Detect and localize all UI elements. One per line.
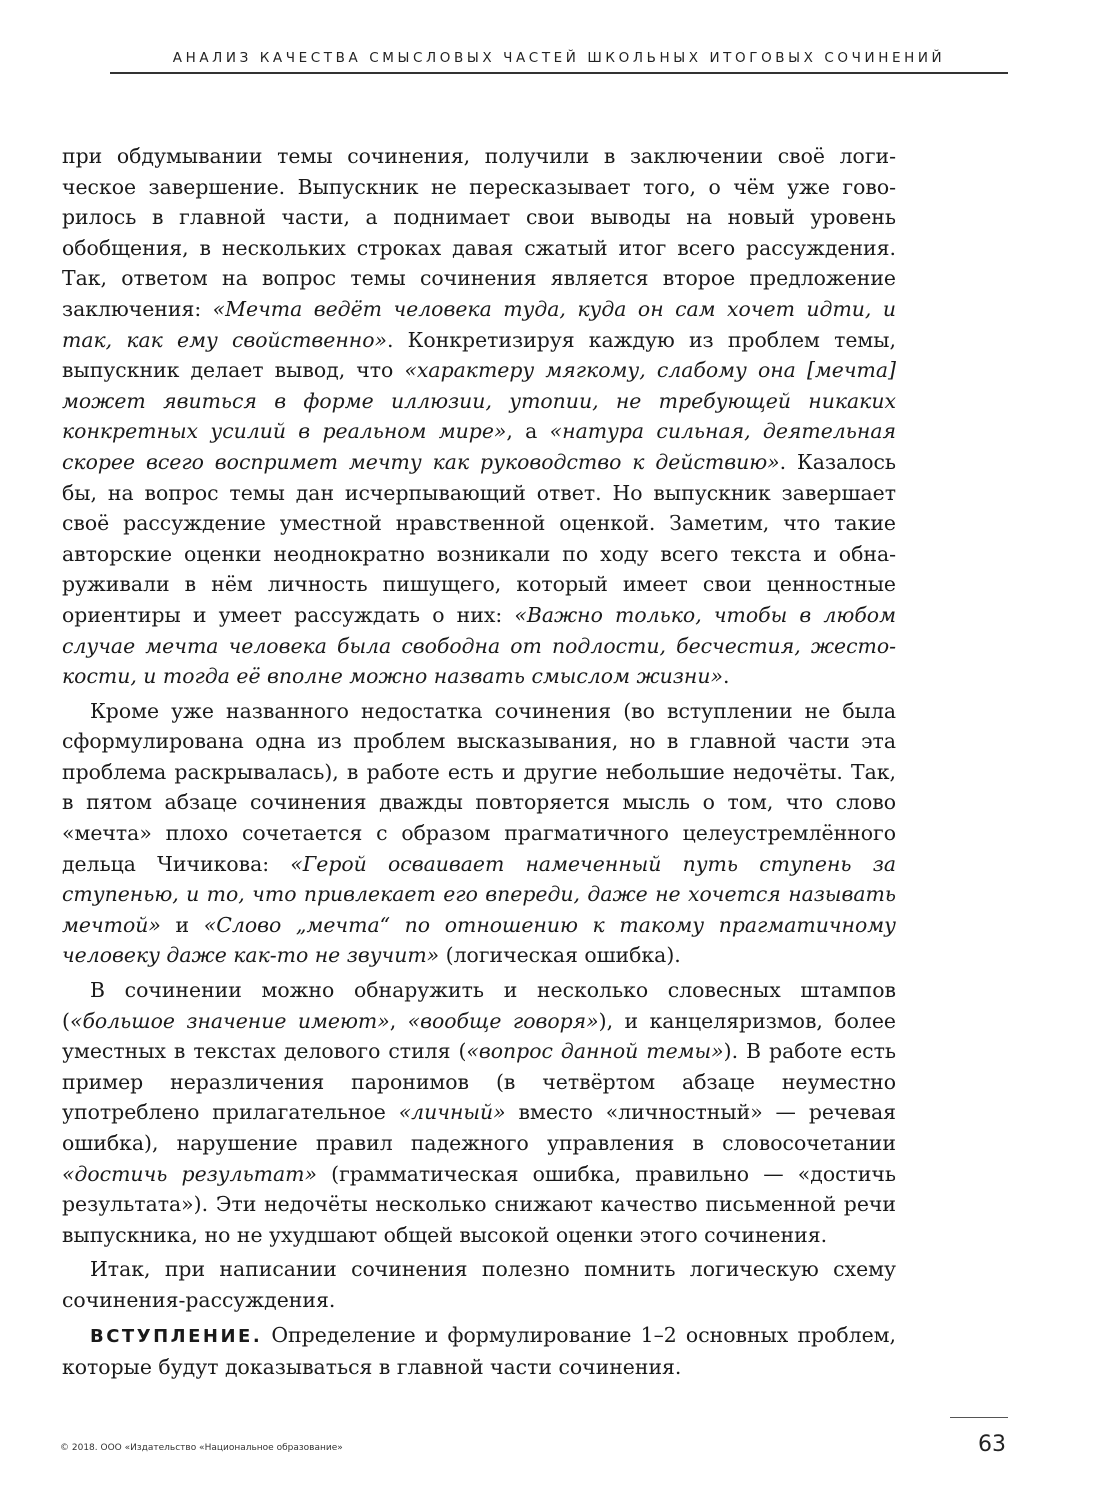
text-run: В сочинении можно обнаружить и несколько словесных штампов ( <box>62 978 896 1033</box>
paragraph-intro <box>62 1320 896 1383</box>
quote-run: «Мечта ведёт человека туда, куда он сам хочет идти, и так, как ему свойственно» <box>62 296 896 352</box>
intro-term: ВСТУПЛЕНИЕ. <box>90 1325 263 1347</box>
quote-run: «вообще говоря» <box>407 1008 599 1033</box>
quote-run: «большое значение имеют» <box>69 1008 390 1033</box>
paragraph <box>62 141 896 692</box>
footer-rule <box>950 1417 1008 1418</box>
text-run: ). В работе есть пример неразличения паронимов (в четвёртом абзаце неуместно употреблено прилагательное <box>62 1039 896 1125</box>
text-run: и <box>160 912 204 937</box>
quote-run: «личный» <box>398 1100 506 1125</box>
quote-run: «вопрос данной темы» <box>466 1039 724 1064</box>
text-run: Кроме уже названного недостатка сочинения (во вступлении не была сформулирована одна из проблем высказывания, но в главной части эта проблема раскрывалась), в работе есть и другие небольшие недочёты. Так, в пятом абзаце сочинения дважды повторяется мысль о том, что слово «мечта» плохо сочетается с образом прагматичного целеустремлённого дельца Чичикова: <box>62 698 896 876</box>
paragraph <box>62 975 896 1250</box>
quote-run: «натура сильная, деятельная скорее всего воспримет мечту как руководство к действию» <box>62 419 896 474</box>
page-number: 63 <box>978 1432 1006 1457</box>
text-run: , <box>389 1008 408 1033</box>
text-run: . Казалось бы, на вопрос темы дан исчерпывающий ответ. Но выпускник завершает своё рассуждение уместной нравственной оценкой. Заметим, что такие авторские оценки неоднократно возникали по ходу всего текста и обнаруживали в нём личность пишущего, который имеет свои ценностные ориентиры и умеет рассуждать о них: <box>62 449 896 627</box>
body-text <box>62 141 896 1383</box>
text-run: , а <box>506 419 550 444</box>
text-run: . Конкретизируя каждую из проблем темы, выпускник делает вывод, что <box>62 327 896 383</box>
text-run: (логическая ошибка). <box>439 943 681 968</box>
text-run: вместо «личностный» — речевая ошибка), нарушение правил падежного управления в словосочетании <box>62 1100 896 1155</box>
text-run: ), и канцеляризмов, более уместных в текстах делового стиля ( <box>62 1008 896 1064</box>
copyright: © 2018. ООО «Издательство «Национальное образование» <box>60 1443 343 1453</box>
paragraph <box>62 696 896 971</box>
text-run: (грамматическая ошибка, правильно — «достичь результата»). Эти недочёты несколько снижают качество письменной речи выпускника, но не ухудшают общей высокой оценки этого сочинения. <box>62 1161 896 1247</box>
quote-run: «достичь результат» <box>62 1161 317 1186</box>
intro-text: Определение и формулирование 1–2 основных проблем, которые будут доказываться в главной части сочинения. <box>62 1322 896 1380</box>
quote-run: «характеру мягкому, слабому она [мечта] может явиться в форме иллюзии, утопии, не требующей никаких конкретных усилий в реальном мире» <box>62 358 897 444</box>
paragraph <box>62 1254 896 1315</box>
running-header: АНАЛИЗ КАЧЕСТВА СМЫСЛОВЫХ ЧАСТЕЙ ШКОЛЬНЫХ ИТОГОВЫХ СОЧИНЕНИЙ <box>110 44 1008 74</box>
quote-run: «Герой осваивает намеченный путь ступень за ступенью, и то, что привлекает его впереди, даже не хочется называть мечтой» <box>62 851 896 937</box>
text-run: при обдумывании темы сочинения, получили в заключении своё логическое завершение. Выпускник не пересказывает того, о чём уже говорилось в главной части, а поднимает свои выводы на новый уровень обобщения, в нескольких строках давая сжатый итог всего рассуждения. Так, ответом на вопрос темы сочинения является второе предложение заключения: <box>62 144 896 321</box>
text-run: Итак, при написании сочинения полезно помнить логическую схему сочинения-рассуждения. <box>62 1257 896 1312</box>
quote-run: «Важно только, чтобы в любом случае мечта человека была свободна от подлости, бесчестия, жестокости, и тогда её вполне можно назвать смыслом жизни» <box>62 602 896 689</box>
quote-run: «Слово „мечта“ по отношению к такому прагматичному человеку даже как-то не звучит» <box>62 912 896 968</box>
text-run: . <box>722 664 730 689</box>
